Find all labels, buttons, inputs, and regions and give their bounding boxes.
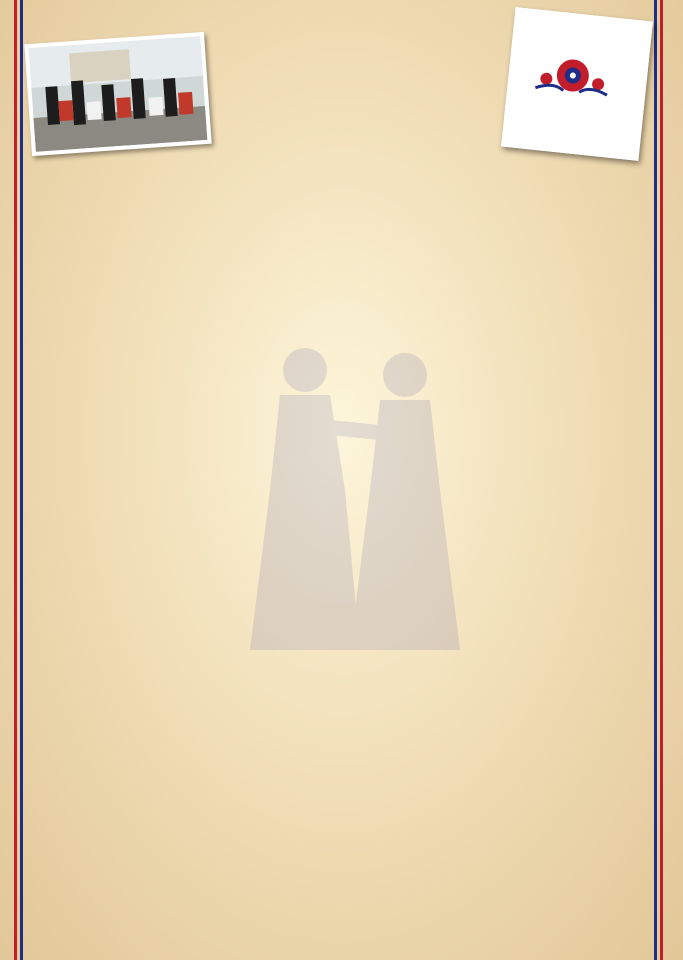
dancers-silhouette xyxy=(210,330,500,660)
folk-dance-photo xyxy=(24,32,211,156)
ornamental-divider-top xyxy=(62,438,622,450)
bottom-floral-border xyxy=(0,835,683,960)
palocorszag-izei-logo xyxy=(501,7,653,161)
ornamental-divider-bottom xyxy=(62,654,622,666)
